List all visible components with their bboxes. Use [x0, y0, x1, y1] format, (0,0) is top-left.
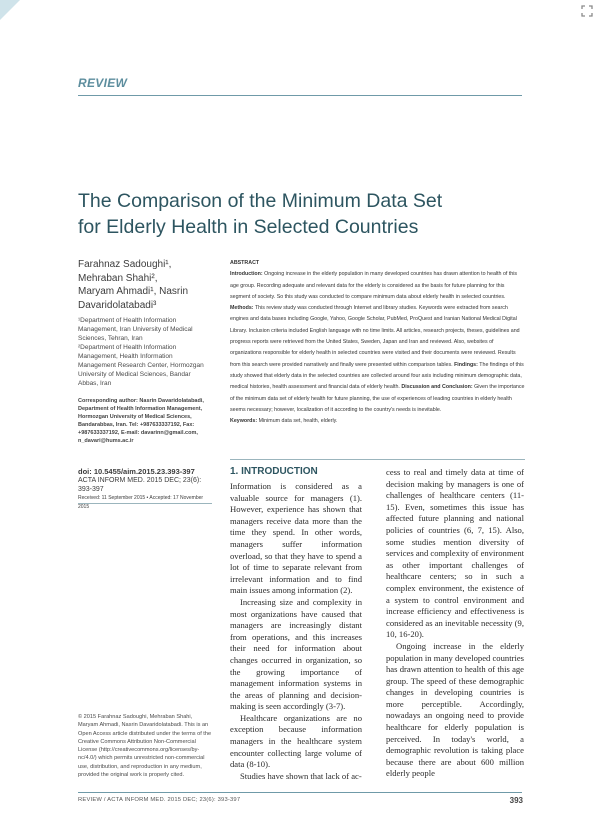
- section-label: REVIEW: [78, 76, 128, 90]
- license-notice: © 2015 Farahnaz Sadoughi, Mehraban Shahi, Maryam Ahmadi, Nasrin Davaridolatabadi. This is an Open Access article distributed under the terms of the Creative Commons Attribution Non-Commercial License (http://creativecommons.org/licenses/by-nc/4.0/) which permits unrestricted non-commercial use, distribution, and reproduction in any medium, provided the original work is properly cited.: [78, 714, 212, 779]
- footer-rule: [78, 792, 522, 793]
- abstract-heading: ABSTRACT: [230, 260, 260, 266]
- affiliations: [78, 316, 208, 388]
- doi-link[interactable]: doi: 10.5455/aim.2015.23.393-397: [78, 467, 195, 476]
- article-title-line: The Comparison of the Minimum Data Set: [78, 190, 443, 212]
- abstract: [230, 258, 525, 427]
- affiliation: ¹Department of Health Information Management, Iran University of Medical Sciences, Tehran, Iran: [78, 317, 193, 342]
- page-corner-decoration: [0, 0, 20, 20]
- affiliation: ²Department of Health Information Management, Health Information Management Research Center, Hormozgan University of Medical Sciences, Bandar Abbas, Iran: [78, 344, 204, 387]
- author-list: [78, 258, 208, 312]
- abstract-findings-label: Findings:: [454, 361, 478, 368]
- running-footer: REVIEW / ACTA INFORM MED. 2015 DEC; 23(6): 393-397: [78, 797, 241, 803]
- abstract-methods: This review study was conducted through Internet and library studies. Keywords were extracted from search engines and data bases including Google, Yahoo, Google Scholar, PubMed, ProQuest and Iranian National Medical Digital Library. Inclusion criteria included English language with no time limits. All articles, research projects, theses, guidelines and progress reports were retrieved from the United States, Sweden, Japan and Iran and reviewed. Also, websites of organizations responsible for elderly health in selected countries were visited and their documents were reviewed. Results from this search were provided narratively and finally were presented within comparison tables.: [230, 305, 520, 368]
- article-title: [78, 188, 522, 240]
- abstract-findings: The findings of this study showed that elderly data in the selected countries are collected around four axis including minimum demographic data, medical histories, health assessment and financial data of elderly health.: [230, 361, 524, 391]
- section-heading: 1. INTRODUCTION: [230, 466, 318, 477]
- page-number: 393: [509, 796, 523, 805]
- paragraph: Increasing size and complexity in most organizations have caused that managers are increasingly distant from operations, and this increases their need for information about changes occurred in organization, so the growing importance of management information systems in the areas of planning and decision-making is seen accordingly (3-7).: [230, 596, 362, 712]
- article-title-line: for Elderly Health in Selected Countries: [78, 216, 419, 238]
- body-column-right: [386, 467, 524, 780]
- abstract-body: [230, 269, 525, 416]
- keywords: [230, 416, 525, 427]
- abstract-methods-label: Methods:: [230, 305, 254, 312]
- article-info: [78, 467, 213, 512]
- corresponding-author: Corresponding author: Nasrin Davaridolatabadi, Department of Health Information Management, Hormozgan University of Medical Sciences, Bandarabbas, Iran. Tel: +987633337192, Fax: +987633337192, E-mail: davarinn@gmail.com, n_davari@hums.ac.ir: [78, 398, 204, 444]
- author-line: Davaridolatabadi³: [78, 299, 157, 311]
- paragraph: cess to real and timely data at time of decision making by managers is one of challenges of healthcare centers (11-15). Even, sometimes this issue has affected future planning and national policies of countries (6, 7, 15). Also, some studies mention diversity of services and complexity of environment as other important challenges of healthcare centers; so in such a complex environment, the existence of a system to control environment and increase efficiency and effectiveness is considered as an inevitable necessity (9, 10, 16-20).: [386, 467, 524, 640]
- abstract-intro-label: Introduction:: [230, 271, 263, 278]
- abstract-discussion: Given the importance of the minimum data set of elderly health for future planning, the use of experiences of leading countries in elderly health seems necessary; however, localization of it according to the country's needs is inevitable.: [230, 384, 525, 413]
- paragraph: Information is considered as a valuable source for managers (1). However, experience has shown that managers receive data more than the time they spend. In other words, managers suffer information overload, so that they have to spend a lot of time to separate relevant from irrelevant information and to find main issues among information (2).: [230, 481, 362, 596]
- paragraph: Healthcare organizations are no exception because information managers in the healthcare system encounter collecting large volume of data (8-10).: [230, 712, 362, 770]
- expand-icon[interactable]: [580, 4, 594, 18]
- keywords-text: Minimum data set, health, elderly.: [258, 418, 338, 425]
- author-line: Farahnaz Sadoughi¹,: [78, 259, 172, 270]
- abstract-intro: Ongoing increase in the elderly population in many developed countries has drawn attention to health of this age group. Recording adequate and relevant data for the elderly is considered as the basis for future planning for this segment of society. So this study was conducted to compare minimum data about elderly health in selected countries.: [230, 271, 518, 300]
- paragraph: Studies have shown that lack of ac-: [240, 770, 362, 781]
- author-line: Mehraban Shahi²,: [78, 272, 158, 284]
- paragraph: Ongoing increase in the elderly population in many developed countries has drawn attention to health of this age group. The speed of these demographic changes in developing countries is more perceptible. Accordingly, nowadays an ongoing need to provide healthcare for elderly population is perceived. In today's world, a demographic revolution is taking place because there are about 600 million elderly people: [386, 640, 524, 779]
- author-line: Maryam Ahmadi¹, Nasrin: [78, 286, 189, 297]
- header-rule: [78, 95, 522, 96]
- abstract-discussion-label: Discussion and Conclusion:: [401, 384, 473, 391]
- article-info-rule: [78, 503, 212, 504]
- received-accepted-dates: Received: 11 September 2015 • Accepted: 17 November 2015: [78, 495, 204, 510]
- body-column-left: [230, 481, 362, 782]
- journal-citation: ACTA INFORM MED. 2015 DEC; 23(6): 393-397: [78, 477, 202, 493]
- keywords-label: Keywords:: [230, 418, 258, 425]
- abstract-rule: [230, 459, 525, 460]
